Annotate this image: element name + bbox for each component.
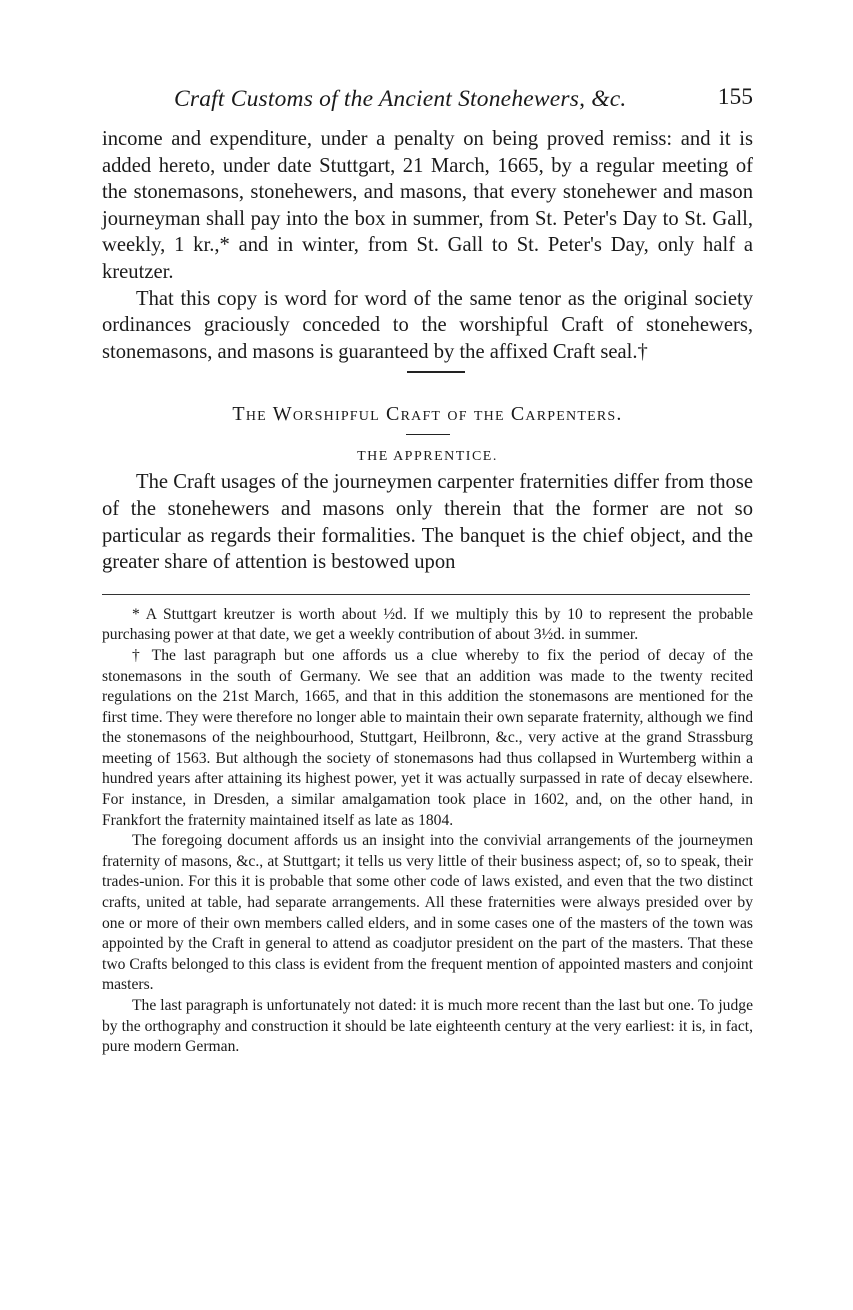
footnote-continued-1: The foregoing document affords us an insight into the convivial arrangements of the journeymen fraternity of masons, &c., at Stuttgart; it tells us very little of their business aspect; of, so to speak, their trades-union. For this it is probable that some other code of laws existed, and even that the two distinct crafts, united at table, had separate arrangements. All these fraternities were always presided over by one or more of their own members called elders, and in some cases one of the masters of the town was appointed by the Craft in general to attend as coadjutor president on the part of the masters. That these two Crafts belonged to this class is evident from the frequent mention of appointed masters and conjoint masters. — [102, 832, 753, 994]
section-divider — [407, 371, 465, 373]
page-number: 155 — [717, 84, 753, 110]
footnote-divider — [102, 594, 750, 595]
footnote-continued-2: The last paragraph is unfortunately not dated: it is much more recent than the last but one. To judge by the orthography and construction it should be late eighteenth century at the very earliest: it is, in fact, pure modern German. — [102, 997, 753, 1056]
section-heading: The Worshipful Craft of the Carpenters. — [232, 403, 623, 426]
paragraph-carpenters: The Craft usages of the journeymen carpenter fraternities differ from those of the stonehewers and masons only therein that the former are not so particular as regards their formalities. The banquet is the chief object, and the greater share of attention is bestowed upon — [102, 471, 753, 574]
footnotes — [102, 605, 753, 1058]
running-title: Craft Customs of the Ancient Stonehewers, &c. — [174, 86, 627, 112]
footnote-dagger: † The last paragraph but one affords us a clue whereby to fix the period of decay of the stonemasons in the south of Germany. We see that an addition was made to the twenty recited regulations on the 21st March, 1665, and that in this addition the stonemasons are mentioned for the first time. They were therefore no longer able to maintain their own separate fraternity, although we find the stonemasons of the neighbourhood, Stuttgart, Heilbronn, &c., very active at the grand Strassburg meeting of 1563. But although the society of stonemasons had thus collapsed in Wurtemberg within a hundred years after attaining its highest power, yet it was actually surpassed in rate of decay elsewhere. For instance, in Dresden, a similar amalgamation took place in 1602, and, on the other hand, in Frankfort the fraternity maintained itself as late as 1804. — [102, 646, 753, 829]
paragraph-seal: That this copy is word for word of the same tenor as the original society ordinances graciously conceded to the worshipful Craft of stonehewers, stonemasons, and masons is guaranteed by the affixed Craft seal.† — [102, 287, 753, 363]
running-head — [102, 86, 753, 126]
paragraph-continued: income and expenditure, under a penalty on being proved remiss: and it is added hereto, under date Stuttgart, 21 March, 1665, by a regular meeting of the stonemasons, stonehewers, and masons, that every stonehewer and mason journeyman shall pay into the box in summer, from St. Peter's Day to St. Gall, weekly, 1 kr.,* and in winter, from St. Gall to St. Peter's Day, only half a kreutzer. — [102, 128, 753, 283]
footnote-star: * A Stuttgart kreutzer is worth about ½d. If we multiply this by 10 to represent the probable purchasing power at that date, we get a weekly contribution of about 3½d. in summer. — [102, 605, 753, 644]
main-text — [102, 126, 753, 576]
sub-heading: THE APPRENTICE. — [357, 449, 498, 465]
heading-divider — [406, 434, 450, 435]
